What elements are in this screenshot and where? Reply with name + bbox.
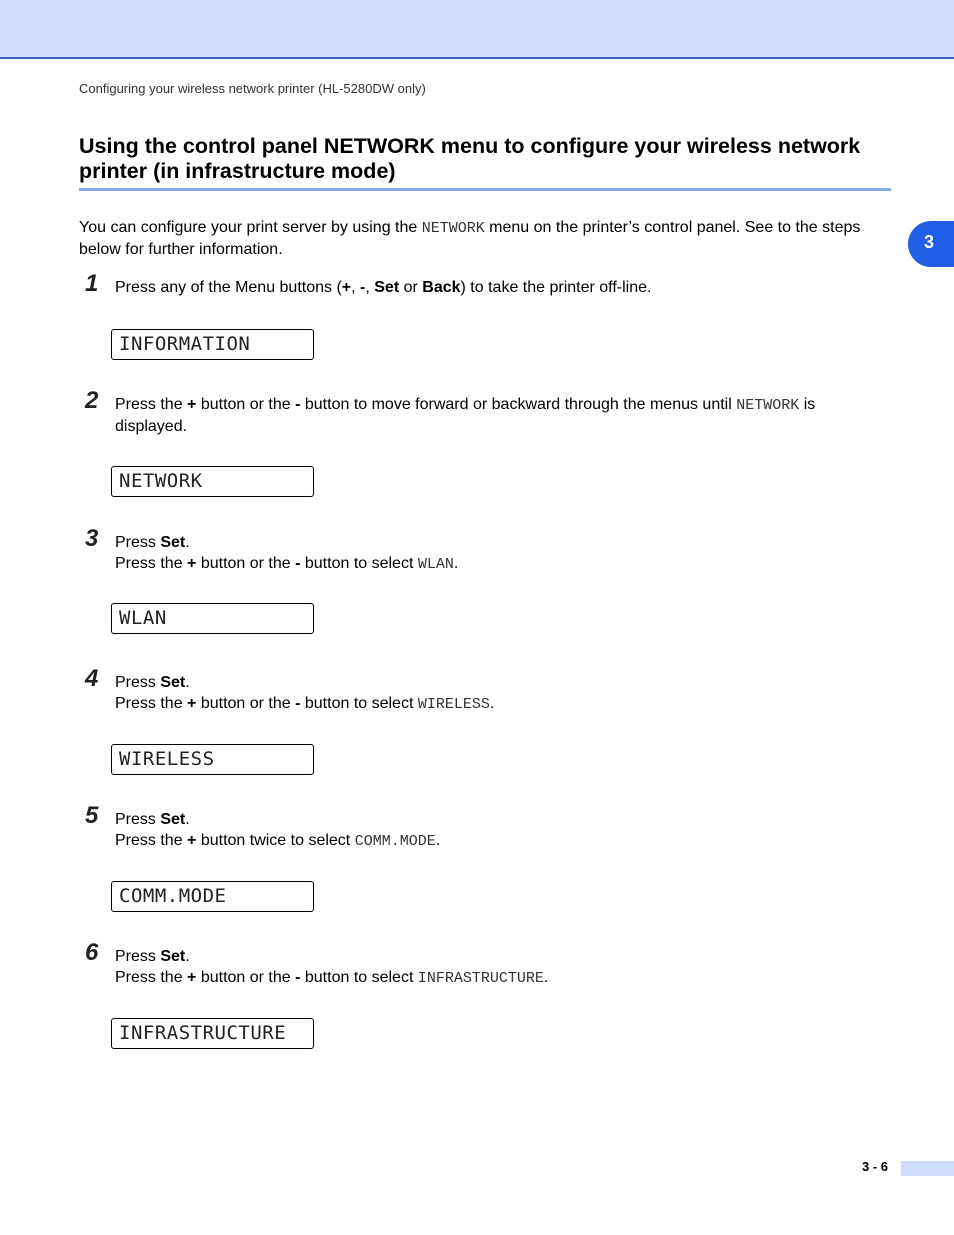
- step-text: Press the + button or the - button to move forward or backward through the menus until NETWORK is displayed.: [115, 396, 816, 435]
- page-header-band: [0, 0, 954, 59]
- lcd-text: NETWORK: [119, 470, 203, 492]
- step-number: 5: [85, 802, 99, 829]
- section-title: Using the control panel NETWORK menu to configure your wireless network printer (in infrastructure mode): [79, 134, 891, 191]
- lcd-text: INFRASTRUCTURE: [119, 1022, 287, 1044]
- lcd-display: [111, 744, 314, 775]
- menu-name: NETWORK: [421, 220, 485, 237]
- step-text: Press Set. Press the + button or the - button to select INFRASTRUCTURE.: [115, 948, 549, 987]
- step-number: 1: [85, 270, 99, 297]
- running-header: Configuring your wireless network printer (HL-5280DW only): [79, 81, 426, 96]
- lcd-display: [111, 466, 314, 497]
- lcd-text: COMM.MODE: [119, 885, 227, 907]
- lcd-text: INFORMATION: [119, 333, 251, 355]
- lcd-display: [111, 603, 314, 634]
- step-text: Press Set. Press the + button or the - button to select WIRELESS.: [115, 674, 495, 713]
- step-number: 6: [85, 939, 99, 966]
- step-text: Press Set. Press the + button twice to select COMM.MODE.: [115, 811, 441, 850]
- chapter-number: 3: [924, 232, 935, 252]
- page-footer-bar: [901, 1161, 954, 1176]
- lcd-text: WLAN: [119, 607, 167, 629]
- step-number: 4: [85, 665, 99, 692]
- chapter-tab: [908, 221, 954, 267]
- lcd-display: [111, 329, 314, 360]
- lcd-display: [111, 1018, 314, 1049]
- page-number: 3 - 6: [862, 1159, 889, 1174]
- step-text: Press any of the Menu buttons (+, -, Set or Back) to take the printer off-line.: [115, 279, 652, 296]
- lcd-display: [111, 881, 314, 912]
- intro-paragraph: You can configure your print server by using the NETWORK menu on the printer’s control panel. See to the steps below for further information.: [79, 219, 861, 258]
- step-number: 3: [85, 525, 99, 552]
- step-number: 2: [85, 387, 99, 414]
- lcd-text: WIRELESS: [119, 748, 215, 770]
- step-text: Press Set. Press the + button or the - button to select WLAN.: [115, 534, 459, 573]
